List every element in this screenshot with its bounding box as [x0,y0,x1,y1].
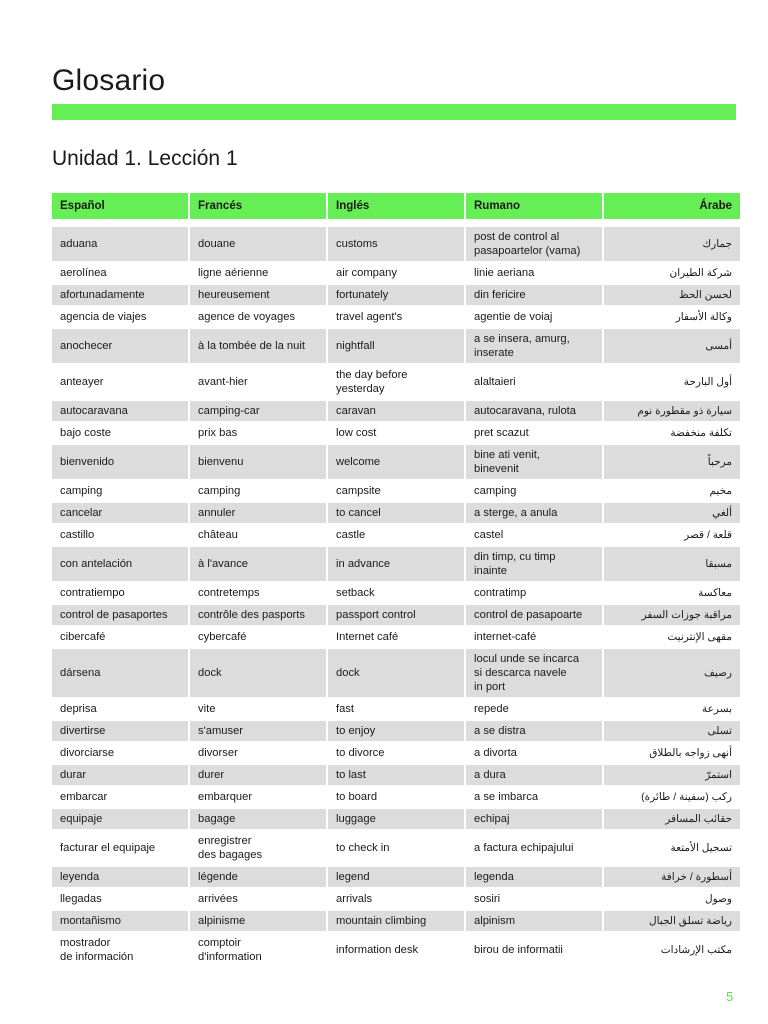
term-french: bienvenu [190,443,326,479]
cell-line: inainte [474,565,507,577]
term-romanian: repede [466,697,602,719]
term-arabic: مكتب الإرشادات [604,931,740,967]
term-romanian: birou de informatii [466,931,602,967]
term-spanish: deprisa [52,697,188,719]
term-spanish: agencia de viajes [52,305,188,327]
term-romanian: internet-café [466,625,602,647]
term-romanian [466,225,602,261]
term-romanian: agentie de voiaj [466,305,602,327]
term-spanish: aerolínea [52,261,188,283]
column-header-spanish: Español [52,193,188,219]
cell-line: inserate [474,347,514,359]
term-arabic: وصول [604,887,740,909]
term-romanian: a divorta [466,741,602,763]
term-romanian: alaltaieri [466,363,602,399]
term-french: alpinisme [190,909,326,931]
term-arabic: وكالة الأسفار [604,305,740,327]
table-row [52,327,740,363]
page-title: Glosario [52,64,166,97]
cell-line: des bagages [198,849,263,861]
term-spanish: embarcar [52,785,188,807]
term-french: divorser [190,741,326,763]
column-header-romanian: Rumano [466,193,602,219]
term-arabic: أمسى [604,327,740,363]
cell-line: pasapoartelor (vama) [474,245,581,257]
term-french: heureusement [190,283,326,305]
term-english: Internet café [328,625,464,647]
term-arabic: معاكسة [604,581,740,603]
term-french: légende [190,865,326,887]
term-arabic: أسطورة / خرافة [604,865,740,887]
table-row [52,479,740,501]
term-romanian: control de pasapoarte [466,603,602,625]
cell-line: a se insera, amurg, [474,333,570,345]
term-arabic: رصيف [604,647,740,697]
term-arabic: ركب (سفينة / طائرة) [604,785,740,807]
term-arabic: مرحباً [604,443,740,479]
cell-line: yesterday [336,383,385,395]
term-arabic: مقهى الإنترنيت [604,625,740,647]
term-spanish: divorciarse [52,741,188,763]
term-spanish: autocaravana [52,399,188,421]
cell-line: the day before [336,369,408,381]
table-row [52,719,740,741]
term-arabic: جمارك [604,225,740,261]
term-arabic: تكلفة منخفضة [604,421,740,443]
term-romanian: castel [466,523,602,545]
term-romanian: din fericire [466,283,602,305]
term-spanish: control de pasaportes [52,603,188,625]
term-romanian [466,443,602,479]
cell-line: si descarca navele [474,667,567,679]
cell-line: in port [474,681,506,693]
table-row [52,603,740,625]
term-english: to board [328,785,464,807]
term-arabic: أنهى زواجه بالطلاق [604,741,740,763]
term-english: caravan [328,399,464,421]
term-spanish: cibercafé [52,625,188,647]
term-french: château [190,523,326,545]
term-french: vite [190,697,326,719]
table-row [52,625,740,647]
cell-line: de información [60,951,134,963]
term-spanish: divertirse [52,719,188,741]
term-arabic: رياضة تسلق الجبال [604,909,740,931]
term-romanian: contratimp [466,581,602,603]
table-row [52,545,740,581]
term-french: camping [190,479,326,501]
term-french: ligne aérienne [190,261,326,283]
glossary-table [50,193,742,967]
term-romanian: a se imbarca [466,785,602,807]
table-row [52,887,740,909]
column-header-arabic: Árabe [604,193,740,219]
table-row [52,763,740,785]
term-spanish: cancelar [52,501,188,523]
term-english: luggage [328,807,464,829]
cell-line: binevenit [474,463,519,475]
term-english: travel agent's [328,305,464,327]
term-spanish: bajo coste [52,421,188,443]
term-english: mountain climbing [328,909,464,931]
term-english: in advance [328,545,464,581]
term-arabic: سيارة ذو مقطورة نوم [604,399,740,421]
term-english: fast [328,697,464,719]
term-spanish: castillo [52,523,188,545]
term-romanian: pret scazut [466,421,602,443]
table-row [52,931,740,967]
table-row [52,865,740,887]
term-arabic: تسجيل الأمتعة [604,829,740,865]
term-spanish: camping [52,479,188,501]
term-french [190,931,326,967]
term-english: to check in [328,829,464,865]
section-title: Unidad 1. Lección 1 [52,147,238,170]
cell-line: enregistrer [198,835,252,847]
column-header-french: Francés [190,193,326,219]
term-romanian: linie aeriana [466,261,602,283]
term-english: passport control [328,603,464,625]
term-romanian: alpinism [466,909,602,931]
term-english: arrivals [328,887,464,909]
term-french: contretemps [190,581,326,603]
term-french: bagage [190,807,326,829]
table-row [52,305,740,327]
term-english: to cancel [328,501,464,523]
term-arabic: مسبقا [604,545,740,581]
term-french: avant-hier [190,363,326,399]
term-french: s'amuser [190,719,326,741]
table-row [52,363,740,399]
table-row [52,501,740,523]
term-romanian: legenda [466,865,602,887]
table-row [52,697,740,719]
term-english: legend [328,865,464,887]
term-french: durer [190,763,326,785]
term-french: à l'avance [190,545,326,581]
page-number: 5 [726,989,734,1004]
term-french: prix bas [190,421,326,443]
term-english [328,363,464,399]
term-romanian: echipaj [466,807,602,829]
term-french: embarquer [190,785,326,807]
term-romanian [466,327,602,363]
term-spanish: dársena [52,647,188,697]
term-romanian: a dura [466,763,602,785]
term-french: contrôle des pasports [190,603,326,625]
term-romanian: a se distra [466,719,602,741]
cell-line: locul unde se incarca [474,653,580,665]
term-arabic: لحسن الحظ [604,283,740,305]
term-arabic: قلعة / قصر [604,523,740,545]
table-row [52,283,740,305]
term-spanish: aduana [52,225,188,261]
table-row [52,807,740,829]
term-french: arrivées [190,887,326,909]
term-spanish: facturar el equipaje [52,829,188,865]
term-english: to enjoy [328,719,464,741]
term-romanian [466,647,602,697]
term-english: to last [328,763,464,785]
term-spanish: equipaje [52,807,188,829]
cell-line: d'information [198,951,262,963]
term-spanish: anochecer [52,327,188,363]
term-spanish: anteayer [52,363,188,399]
term-romanian: sosiri [466,887,602,909]
term-spanish [52,931,188,967]
term-arabic: بسرعة [604,697,740,719]
table-row [52,523,740,545]
cell-line: bine ati venit, [474,449,540,461]
term-arabic: استمرّ [604,763,740,785]
term-romanian: a sterge, a anula [466,501,602,523]
term-spanish: afortunadamente [52,283,188,305]
cell-line: din timp, cu timp [474,551,556,563]
term-arabic: ألغي [604,501,740,523]
term-english: dock [328,647,464,697]
glossary-header-row [52,193,740,219]
cell-line: mostrador [60,937,111,949]
term-spanish: leyenda [52,865,188,887]
term-english: air company [328,261,464,283]
term-english: castle [328,523,464,545]
table-row [52,399,740,421]
table-row [52,829,740,865]
term-english: campsite [328,479,464,501]
term-english: setback [328,581,464,603]
term-english: low cost [328,421,464,443]
table-row [52,909,740,931]
table-row [52,741,740,763]
cell-line: comptoir [198,937,241,949]
cell-line: post de control al [474,231,560,243]
term-spanish: durar [52,763,188,785]
term-romanian: camping [466,479,602,501]
term-spanish: llegadas [52,887,188,909]
term-english: information desk [328,931,464,967]
term-arabic: أول البارحة [604,363,740,399]
term-romanian: a factura echipajului [466,829,602,865]
term-french: à la tombée de la nuit [190,327,326,363]
term-english: customs [328,225,464,261]
table-row [52,261,740,283]
term-arabic: مخيم [604,479,740,501]
term-spanish: montañismo [52,909,188,931]
term-french: annuler [190,501,326,523]
term-romanian [466,545,602,581]
term-spanish: bienvenido [52,443,188,479]
term-french: camping-car [190,399,326,421]
table-row [52,581,740,603]
term-arabic: تسلى [604,719,740,741]
table-row [52,225,740,261]
table-row [52,785,740,807]
term-english: to divorce [328,741,464,763]
term-french: dock [190,647,326,697]
term-english: nightfall [328,327,464,363]
term-arabic: شركة الطيران [604,261,740,283]
term-french [190,829,326,865]
table-row [52,421,740,443]
term-romanian: autocaravana, rulota [466,399,602,421]
glossary-body [52,219,740,967]
table-row [52,443,740,479]
term-english: welcome [328,443,464,479]
term-french: douane [190,225,326,261]
column-header-english: Inglés [328,193,464,219]
term-spanish: con antelación [52,545,188,581]
term-french: cybercafé [190,625,326,647]
term-arabic: حقائب المسافر [604,807,740,829]
table-row [52,647,740,697]
term-spanish: contratiempo [52,581,188,603]
term-arabic: مراقبة جوزات السفر [604,603,740,625]
term-english: fortunately [328,283,464,305]
title-accent-bar [52,104,736,120]
term-french: agence de voyages [190,305,326,327]
